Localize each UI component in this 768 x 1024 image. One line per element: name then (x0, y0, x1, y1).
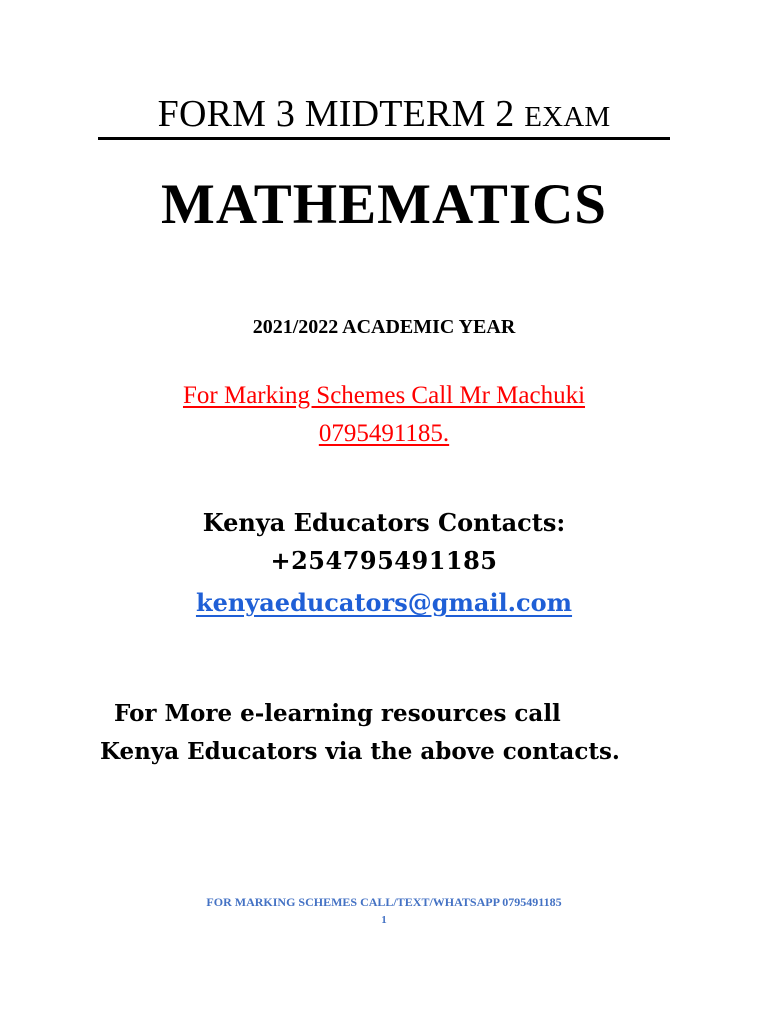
exam-title-suffix: EXAM (524, 101, 611, 133)
marking-scheme-phone: 0795491185. (318, 420, 450, 447)
page-number: 1 (381, 914, 387, 926)
exam-title (0, 92, 768, 136)
marking-scheme-notice: For Marking Schemes Call Mr Machuki (182, 382, 586, 409)
page-footer: FOR MARKING SCHEMES CALL/TEXT/WHATSAPP 0795491185 (206, 895, 562, 909)
resources-line-1: For More e-learning resources call (114, 700, 561, 727)
title-underline-rule (98, 137, 670, 140)
contacts-label: Kenya Educators Contacts: (202, 508, 566, 537)
contacts-phone: +254795491185 (270, 546, 498, 575)
academic-year: 2021/2022 ACADEMIC YEAR (252, 316, 516, 338)
exam-title-main: FORM 3 MIDTERM 2 (157, 93, 515, 135)
contacts-email-link[interactable]: kenyaeducators@gmail.com (195, 588, 573, 617)
subject-heading: MATHEMATICS (161, 173, 607, 236)
resources-line-2: Kenya Educators via the above contacts. (100, 738, 620, 765)
